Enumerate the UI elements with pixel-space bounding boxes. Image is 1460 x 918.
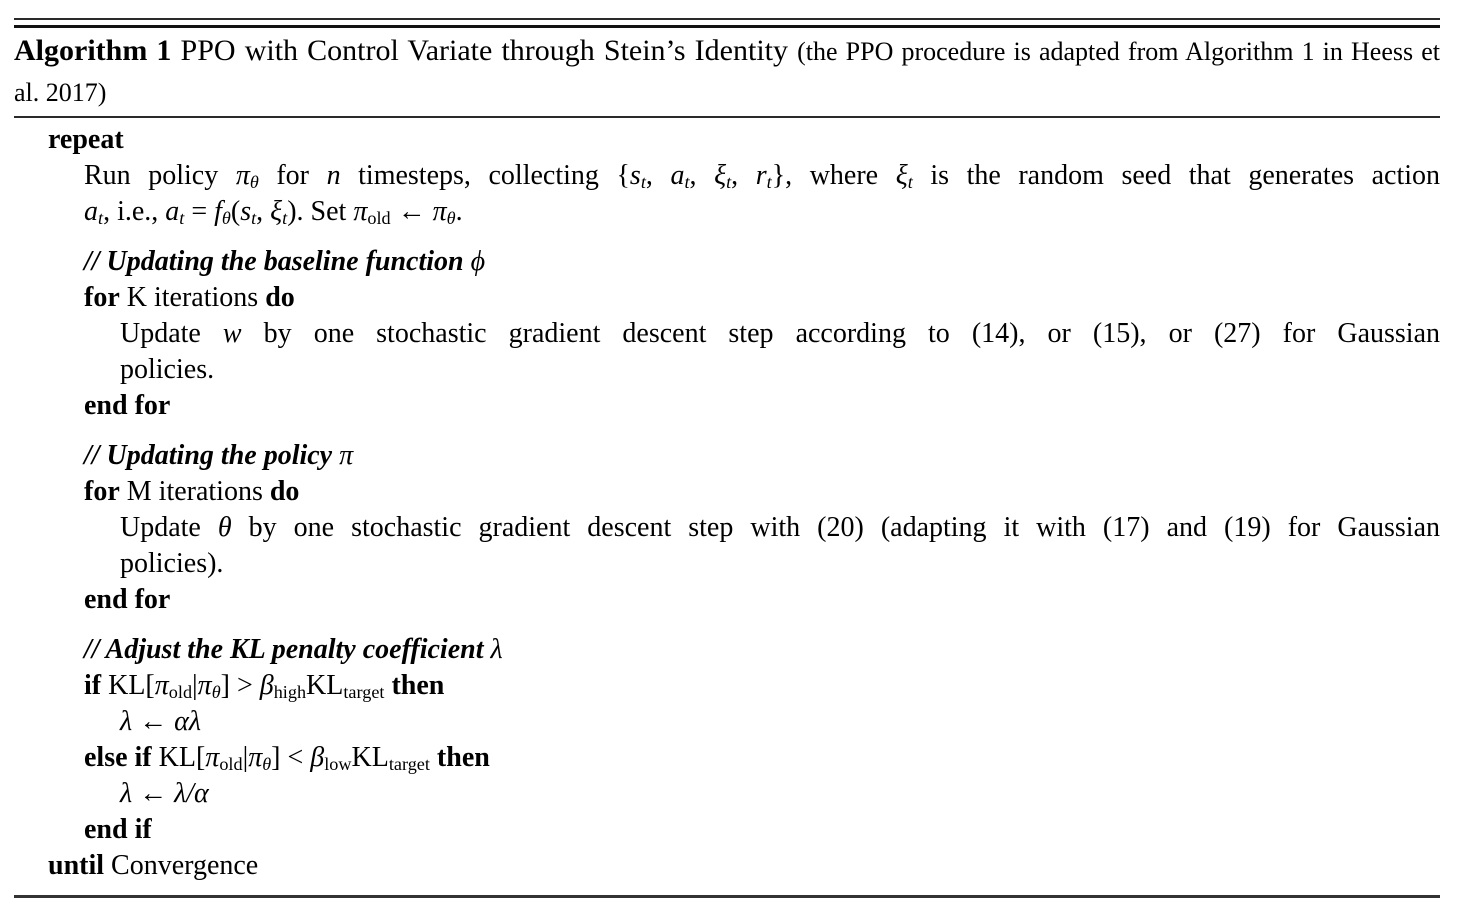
- keyword: repeat: [48, 124, 124, 155]
- code-text: ,: [645, 160, 671, 191]
- top-rule-thin: [14, 18, 1440, 20]
- keyword: do: [265, 282, 295, 313]
- code-text: KL: [306, 670, 344, 701]
- code-text: old: [367, 208, 391, 228]
- code-text: for: [258, 160, 327, 191]
- algorithm-line: [14, 158, 1440, 194]
- code-text: Update: [120, 512, 218, 543]
- algorithm-caption: [14, 31, 1440, 113]
- code-text: t: [684, 172, 690, 192]
- algorithm-line: [14, 194, 1440, 230]
- code-text: ,: [256, 196, 271, 227]
- code-text: K iterations: [119, 282, 266, 313]
- code-text: αλ: [174, 706, 201, 737]
- code-text: |: [192, 670, 198, 701]
- code-text: policies).: [120, 548, 224, 579]
- code-text: λ: [120, 706, 133, 737]
- algorithm-line: [14, 776, 1440, 812]
- code-text: by one stochastic gradient descent step according to (14), or (15), or (27) for Gaussian: [241, 318, 1440, 349]
- code-text: θ: [446, 208, 456, 228]
- algorithm-line: [14, 582, 1440, 618]
- code-text: θ: [249, 172, 259, 192]
- code-text: a: [165, 196, 180, 227]
- algorithm-line: [14, 704, 1440, 740]
- code-text: ξ: [714, 160, 727, 191]
- comment-text: // Updating the policy: [84, 440, 340, 471]
- keyword: then: [436, 742, 490, 773]
- keyword: end for: [84, 584, 171, 615]
- algorithm-line: [14, 280, 1440, 316]
- code-text: ,: [689, 160, 715, 191]
- code-text: ξ: [270, 196, 283, 227]
- algorithm-line: [14, 632, 1440, 668]
- code-text: a: [84, 196, 98, 227]
- code-text: θ: [262, 754, 272, 774]
- caption-title: PPO with Control Variate through Stein’s Identity: [171, 34, 798, 67]
- code-text: s: [629, 160, 641, 191]
- code-text: ←: [132, 778, 175, 809]
- comment-text: // Adjust the KL penalty coefficient: [84, 634, 491, 665]
- code-text: s: [240, 196, 252, 227]
- comment-text: λ: [490, 634, 503, 665]
- code-text: M iterations: [119, 476, 270, 507]
- code-text: t: [766, 172, 772, 192]
- algorithm-line: [14, 546, 1440, 582]
- keyword: else if: [84, 742, 152, 773]
- code-text: π: [205, 742, 220, 773]
- code-text: f: [214, 196, 222, 227]
- code-text: θ: [211, 682, 221, 702]
- code-text: π: [432, 196, 447, 227]
- code-text: n: [326, 160, 341, 191]
- top-rule-thick: [14, 25, 1440, 28]
- code-text: θ: [221, 208, 231, 228]
- code-text: old: [219, 754, 243, 774]
- code-text: r: [755, 160, 767, 191]
- code-text: , i.e.,: [103, 196, 166, 227]
- code-text: π: [197, 670, 212, 701]
- keyword: then: [391, 670, 445, 701]
- code-text: by one stochastic gradient descent step with (20) (adapting it with (17) and (19) for Gaussian: [231, 512, 1440, 543]
- code-text: [430, 742, 437, 773]
- code-text: is the random seed that generates action: [912, 160, 1441, 191]
- code-text: t: [726, 172, 732, 192]
- code-text: π: [353, 196, 368, 227]
- code-text: target: [388, 754, 430, 774]
- algorithm-line: [14, 510, 1440, 546]
- algorithm-line: [14, 352, 1440, 388]
- code-text: Convergence: [104, 850, 259, 881]
- keyword: if: [84, 670, 102, 701]
- code-text: low: [324, 754, 352, 774]
- code-text: =: [184, 196, 215, 227]
- code-text: .: [455, 196, 463, 227]
- keyword: do: [269, 476, 300, 507]
- code-text: λ/α: [174, 778, 209, 809]
- bottom-rule: [14, 895, 1440, 898]
- code-text: Run policy: [84, 160, 236, 191]
- algorithm-line: [14, 474, 1440, 510]
- algorithm-line: [14, 388, 1440, 424]
- algorithm-body: [14, 122, 1440, 884]
- code-text: ). Set: [287, 196, 354, 227]
- algorithm-line: [14, 316, 1440, 352]
- algorithm-line: [14, 812, 1440, 848]
- code-text: KL[: [101, 670, 155, 701]
- code-text: π: [154, 670, 169, 701]
- code-text: timesteps, collecting {: [340, 160, 630, 191]
- code-text: a: [670, 160, 685, 191]
- code-text: t: [640, 172, 646, 192]
- caption-note: (the PPO procedure is adapted from Algorithm 1 in Heess et al. 2017): [14, 37, 1440, 107]
- code-text: t: [282, 208, 288, 228]
- code-text: β: [259, 670, 274, 701]
- code-text: Update: [120, 318, 223, 349]
- caption-rule: [14, 116, 1440, 118]
- algorithm-line: [14, 244, 1440, 280]
- code-text: KL: [351, 742, 389, 773]
- code-text: policies.: [120, 354, 215, 385]
- code-text: t: [251, 208, 257, 228]
- code-text: w: [222, 318, 242, 349]
- code-text: ,: [731, 160, 756, 191]
- code-text: t: [179, 208, 185, 228]
- code-text: target: [343, 682, 385, 702]
- code-text: t: [907, 172, 913, 192]
- code-text: ] <: [271, 742, 311, 773]
- code-text: ] >: [220, 670, 260, 701]
- algorithm-line: [14, 438, 1440, 474]
- code-text: θ: [217, 512, 232, 543]
- code-text: ←: [390, 196, 433, 227]
- code-text: t: [98, 208, 104, 228]
- keyword: until: [48, 850, 105, 881]
- keyword: end if: [84, 814, 152, 845]
- caption-label: Algorithm 1: [14, 34, 172, 67]
- algorithm-line: [14, 740, 1440, 776]
- algorithm-line: [14, 848, 1440, 884]
- code-text: }, where: [771, 160, 896, 191]
- keyword: for: [84, 476, 120, 507]
- comment-text: // Updating the baseline function: [84, 246, 471, 277]
- code-text: high: [273, 682, 307, 702]
- code-text: old: [168, 682, 193, 702]
- keyword: for: [84, 282, 120, 313]
- code-text: π: [235, 160, 250, 191]
- comment-text: π: [339, 440, 354, 471]
- code-text: ξ: [895, 160, 908, 191]
- keyword: end for: [84, 390, 171, 421]
- code-text: λ: [120, 778, 133, 809]
- code-text: KL[: [151, 742, 206, 773]
- comment-text: ϕ: [470, 246, 486, 277]
- code-text: ←: [132, 706, 175, 737]
- algorithm-line: [14, 122, 1440, 158]
- algorithm-line: [14, 668, 1440, 704]
- code-text: (: [230, 196, 241, 227]
- code-text: |: [242, 742, 249, 773]
- code-text: β: [310, 742, 325, 773]
- code-text: π: [248, 742, 263, 773]
